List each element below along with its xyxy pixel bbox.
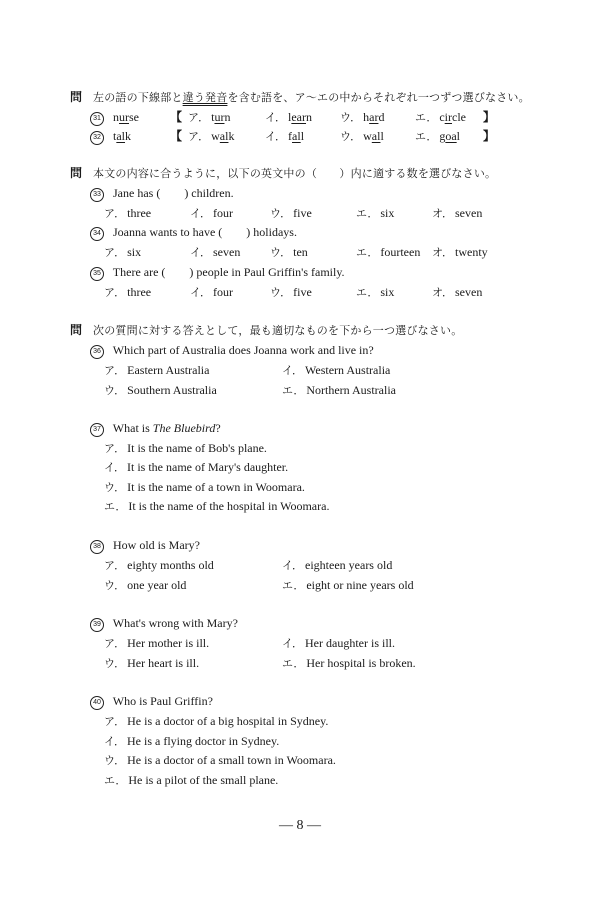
option-38-d: エ． eight or nine years old xyxy=(282,578,414,592)
question-text-35: There are ( ) people in Paul Griffin's family. xyxy=(112,265,345,279)
question-number-31: 31 xyxy=(90,112,104,126)
question-number-40: 40 xyxy=(90,696,104,710)
option-34-a: ア． six xyxy=(104,245,142,259)
option-35-b: イ． four xyxy=(190,285,234,299)
question-31 xyxy=(90,109,570,125)
question-35 xyxy=(90,264,345,280)
page-number: — 8 — xyxy=(279,818,321,833)
question-36 xyxy=(90,342,374,358)
option-36-d: エ． Northern Australia xyxy=(282,383,396,397)
question-40 xyxy=(90,693,213,709)
question-number-32: 32 xyxy=(90,131,104,145)
option-35-c: ウ． five xyxy=(270,285,312,299)
section1-instruction-line xyxy=(70,89,530,105)
question-mark-label: 問 xyxy=(70,90,83,104)
head-word-32: talk xyxy=(113,129,132,143)
option-38-c: ウ． one year old xyxy=(104,578,187,592)
option-31-a: ア． turn xyxy=(188,110,231,124)
option-31-b: イ． learn xyxy=(265,110,313,124)
option-40-d: エ． He is a pilot of the small plane. xyxy=(104,773,279,787)
option-34-d: エ． fourteen xyxy=(356,245,421,259)
option-31-d: エ． circle xyxy=(415,110,467,124)
option-38-b: イ． eighteen years old xyxy=(282,558,393,572)
option-36-a: ア． Eastern Australia xyxy=(104,363,210,377)
question-34 xyxy=(90,224,297,240)
option-36-b: イ． Western Australia xyxy=(282,363,391,377)
options-39-row2 xyxy=(104,655,524,671)
section1-instruction-underlined: 違う発音 xyxy=(182,91,228,104)
question-33 xyxy=(90,185,234,201)
option-34-e: オ． twenty xyxy=(432,245,488,259)
section3-instruction: 次の質問に対する答えとして，最も適切なものを下から一つ選びなさい。 xyxy=(93,324,463,337)
option-37-c: ウ． It is the name of a town in Woomara. xyxy=(104,480,305,494)
question-32 xyxy=(90,128,570,144)
question-38 xyxy=(90,537,200,553)
option-39-b: イ． Her daughter is ill. xyxy=(282,636,395,650)
question-number-38: 38 xyxy=(90,540,104,554)
option-35-e: オ． seven xyxy=(432,285,483,299)
question-number-37: 37 xyxy=(90,423,104,437)
bracket-close: 】 xyxy=(483,110,496,124)
options-39-row1 xyxy=(104,635,524,651)
option-35-a: ア． three xyxy=(104,285,152,299)
option-40-b: イ． He is a flying doctor in Sydney. xyxy=(104,734,280,748)
option-33-d: エ． six xyxy=(356,206,395,220)
question-number-33: 33 xyxy=(90,188,104,202)
option-39-c: ウ． Her heart is ill. xyxy=(104,656,200,670)
section2-instruction-line xyxy=(70,165,496,181)
option-38-a: ア． eighty months old xyxy=(104,558,214,572)
option-37-d: エ． It is the name of the hospital in Woomara. xyxy=(104,499,330,513)
options-36-row1 xyxy=(104,362,524,378)
section2-instruction: 本文の内容に合うように，以下の英文中の（ ）内に適する数を選びなさい。 xyxy=(93,167,497,180)
question-number-35: 35 xyxy=(90,267,104,281)
question-text-40: Who is Paul Griffin? xyxy=(112,694,213,708)
question-number-34: 34 xyxy=(90,227,104,241)
section1-instruction-pre: 左の語の下線部と xyxy=(93,91,183,104)
bracket-open: 【 xyxy=(170,110,183,124)
options-34 xyxy=(104,244,564,260)
question-text-36: Which part of Australia does Joanna work and live in? xyxy=(112,343,374,357)
question-text-37: What is The Bluebird? xyxy=(112,421,221,435)
options-36-row2 xyxy=(104,382,524,398)
option-33-a: ア． three xyxy=(104,206,152,220)
options-38-row1 xyxy=(104,557,524,573)
option-33-c: ウ． five xyxy=(270,206,312,220)
options-35 xyxy=(104,284,564,300)
option-40-a: ア． He is a doctor of a big hospital in Sydney. xyxy=(104,714,329,728)
question-text-39: What's wrong with Mary? xyxy=(112,616,238,630)
option-40-c: ウ． He is a doctor of a small town in Woomara. xyxy=(104,753,336,767)
section3-instruction-line xyxy=(70,322,462,338)
option-32-b: イ． fall xyxy=(265,129,305,143)
option-32-a: ア． walk xyxy=(188,129,235,143)
bracket-close: 】 xyxy=(483,129,496,143)
option-37-a: ア． It is the name of Bob's plane. xyxy=(104,441,267,455)
section1-instruction-post: を含む語を、ア～エの中からそれぞれ一つずつ選びなさい。 xyxy=(227,91,530,104)
option-33-b: イ． four xyxy=(190,206,234,220)
option-31-c: ウ． hard xyxy=(340,110,385,124)
bracket-open: 【 xyxy=(170,129,183,143)
option-36-c: ウ． Southern Australia xyxy=(104,383,217,397)
question-37 xyxy=(90,420,221,436)
question-text-33: Jane has ( ) children. xyxy=(113,186,234,200)
question-mark-label: 問 xyxy=(70,166,83,180)
options-38-row2 xyxy=(104,577,524,593)
option-39-a: ア． Her mother is ill. xyxy=(104,636,210,650)
question-number-39: 39 xyxy=(90,618,104,632)
option-35-d: エ． six xyxy=(356,285,395,299)
question-text-38: How old is Mary? xyxy=(113,538,200,552)
option-37-b: イ． It is the name of Mary's daughter. xyxy=(104,460,289,474)
option-34-c: ウ． ten xyxy=(270,245,308,259)
head-word-31: nurse xyxy=(113,110,139,124)
question-mark-label: 問 xyxy=(70,323,83,337)
question-text-34: Joanna wants to have ( ) holidays. xyxy=(113,225,297,239)
question-39 xyxy=(90,615,238,631)
option-32-d: エ． goal xyxy=(415,129,461,143)
question-number-36: 36 xyxy=(90,345,104,359)
option-32-c: ウ． wall xyxy=(340,129,384,143)
option-33-e: オ． seven xyxy=(432,206,483,220)
option-34-b: イ． seven xyxy=(190,245,241,259)
option-39-d: エ． Her hospital is broken. xyxy=(282,656,416,670)
options-33 xyxy=(104,205,564,221)
